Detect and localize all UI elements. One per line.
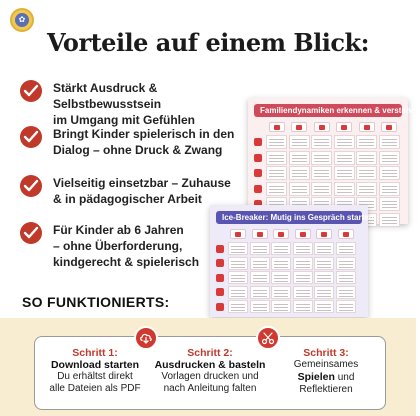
worksheet-cell <box>379 151 400 165</box>
dice-icon <box>216 274 224 282</box>
dice-icon <box>254 154 262 162</box>
worksheet-cell <box>266 182 287 196</box>
worksheet-cell <box>250 242 270 255</box>
worksheet-cell <box>314 300 334 313</box>
worksheet-cell <box>334 166 355 180</box>
worksheet-cell <box>311 166 332 180</box>
worksheet-cell <box>228 300 248 313</box>
worksheet-cell <box>289 135 310 149</box>
worksheet-cell <box>356 151 377 165</box>
worksheet-cell <box>379 135 400 149</box>
worksheet-cell <box>334 182 355 196</box>
dice-icon <box>216 303 224 311</box>
worksheet-cell <box>289 182 310 196</box>
worksheet-cell <box>293 286 313 299</box>
check-icon <box>20 80 42 102</box>
brand-badge-icon: ✿ <box>10 8 34 32</box>
benefit-text: Stärkt Ausdruck & Selbstbewusstsein im Umgang mit Gefühlen <box>53 81 196 127</box>
worksheet-cell <box>356 182 377 196</box>
worksheet-cell <box>336 300 356 313</box>
worksheet-column-icon <box>230 229 246 239</box>
worksheet-cell <box>266 135 287 149</box>
worksheet-cell <box>314 271 334 284</box>
worksheet-cell <box>334 135 355 149</box>
worksheet-cell <box>289 166 310 180</box>
worksheet-column-icon <box>273 229 289 239</box>
dice-icon <box>216 259 224 267</box>
worksheet-cell <box>311 151 332 165</box>
benefit-text: Bringt Kinder spielerisch in den Dialog – ohne Druck & Zwang <box>53 127 235 157</box>
worksheet-cell <box>336 242 356 255</box>
benefit-text: Vielseitig einsetzbar – Zuhause & in pädagogischer Arbeit <box>53 176 231 206</box>
worksheet-cell <box>271 286 291 299</box>
worksheet-column-icon <box>252 229 268 239</box>
step-print: Schritt 2: Ausdrucken & basteln Vorlagen drucken und nach Anleitung falten <box>154 347 266 394</box>
worksheet-cell <box>266 166 287 180</box>
worksheet-column-icon <box>316 229 332 239</box>
worksheet-cell <box>379 182 400 196</box>
worksheet-column-icon <box>359 122 375 132</box>
worksheet-cell <box>293 257 313 270</box>
worksheet-title: Familiendynamiken erkennen & verstehen <box>254 104 402 117</box>
step-play: Schritt 3: Gemeinsames Spielen und Reflektieren <box>293 347 359 395</box>
worksheet-cell <box>228 257 248 270</box>
worksheet-cell <box>293 271 313 284</box>
check-icon <box>20 126 42 148</box>
dice-icon <box>216 288 224 296</box>
worksheet-title: Ice-Breaker: Mutig ins Gespräch starten <box>216 211 362 224</box>
check-icon <box>20 222 42 244</box>
worksheet-cell <box>314 242 334 255</box>
worksheet-cell <box>228 286 248 299</box>
worksheet-cell <box>271 271 291 284</box>
worksheet-cell <box>250 271 270 284</box>
worksheet-cell <box>379 213 400 227</box>
worksheet-cell <box>379 166 400 180</box>
worksheet-cell <box>314 257 334 270</box>
dice-icon <box>254 185 262 193</box>
worksheet-cell <box>250 300 270 313</box>
worksheet-column-icon <box>269 122 285 132</box>
worksheet-preview-icebreaker <box>210 205 374 317</box>
dice-icon <box>254 138 262 146</box>
worksheet-cell <box>271 257 291 270</box>
worksheet-cell <box>250 286 270 299</box>
worksheet-cell <box>311 182 332 196</box>
worksheet-cell <box>356 135 377 149</box>
worksheet-cell <box>250 257 270 270</box>
check-icon <box>20 175 42 197</box>
worksheet-cell <box>336 271 356 284</box>
worksheet-cell <box>356 166 377 180</box>
worksheet-column-icon <box>381 122 397 132</box>
worksheet-column-icon <box>291 122 307 132</box>
worksheet-column-icon <box>314 122 330 132</box>
dice-icon <box>254 169 262 177</box>
page-title: Vorteile auf einem Blick: <box>47 28 369 57</box>
worksheet-cell <box>336 257 356 270</box>
worksheet-cell <box>271 242 291 255</box>
step-download: Schritt 1: Download starten Du erhältst direkt alle Dateien als PDF <box>49 347 141 394</box>
worksheet-cell <box>228 242 248 255</box>
worksheet-cell <box>271 300 291 313</box>
worksheet-column-icon <box>338 229 354 239</box>
worksheet-cell <box>311 135 332 149</box>
worksheet-cell <box>379 197 400 211</box>
worksheet-column-icon <box>336 122 352 132</box>
worksheet-cell <box>293 242 313 255</box>
dice-icon <box>216 245 224 253</box>
worksheet-cell <box>336 286 356 299</box>
worksheet-cell <box>314 286 334 299</box>
benefit-text: Für Kinder ab 6 Jahren – ohne Überforderung, kindgerecht & spielerisch <box>53 223 200 269</box>
worksheet-cell <box>289 151 310 165</box>
worksheet-cell <box>334 151 355 165</box>
how-it-works-heading: SO FUNKTIONIERTS: <box>22 294 170 310</box>
worksheet-cell <box>266 151 287 165</box>
worksheet-cell <box>228 271 248 284</box>
worksheet-column-icon <box>295 229 311 239</box>
worksheet-cell <box>293 300 313 313</box>
